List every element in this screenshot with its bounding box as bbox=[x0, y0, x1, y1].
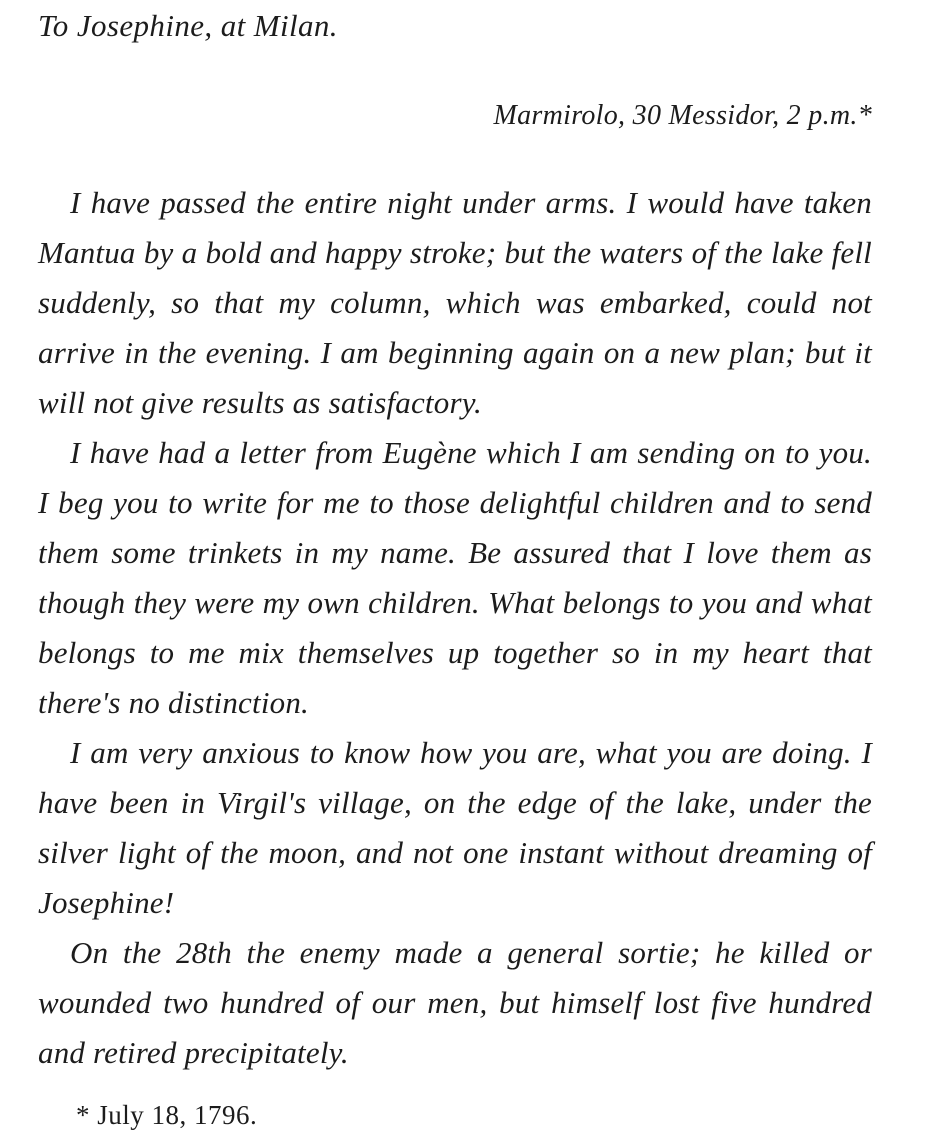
letter-dateline: Marmirolo, 30 Messidor, 2 p.m.* bbox=[493, 100, 872, 131]
footnote: * July 18, 1796. bbox=[76, 1100, 258, 1130]
paragraph-virgil-village: I am very anxious to know how you are, what you are doing. I have been in Virgil's village, on the edge of the lake, under the silver light of the moon, and not one instant without dreaming of Josephine! bbox=[38, 735, 872, 920]
paragraph-eugene-letter: I have had a letter from Eugène which I am sending on to you. I beg you to write for me to those delightful children and to send them some trinkets in my name. Be assured that I love them as though they were my own children. What belongs to you and what belongs to me mix themselves up together so in my heart that there's no distinction. bbox=[38, 435, 872, 720]
letter-body bbox=[38, 178, 872, 1078]
paragraph-enemy-sortie: On the 28th the enemy made a general sortie; he killed or wounded two hundred of our men, but himself lost five hundred and retired precipitately. bbox=[38, 935, 872, 1070]
letter-addressee: To Josephine, at Milan. bbox=[38, 8, 338, 43]
paragraph-night-under-arms: I have passed the entire night under arms. I would have taken Mantua by a bold and happy stroke; but the waters of the lake fell suddenly, so that my column, which was embarked, could not arrive in the evening. I am beginning again on a new plan; but it will not give results as satisfactory. bbox=[38, 185, 872, 420]
